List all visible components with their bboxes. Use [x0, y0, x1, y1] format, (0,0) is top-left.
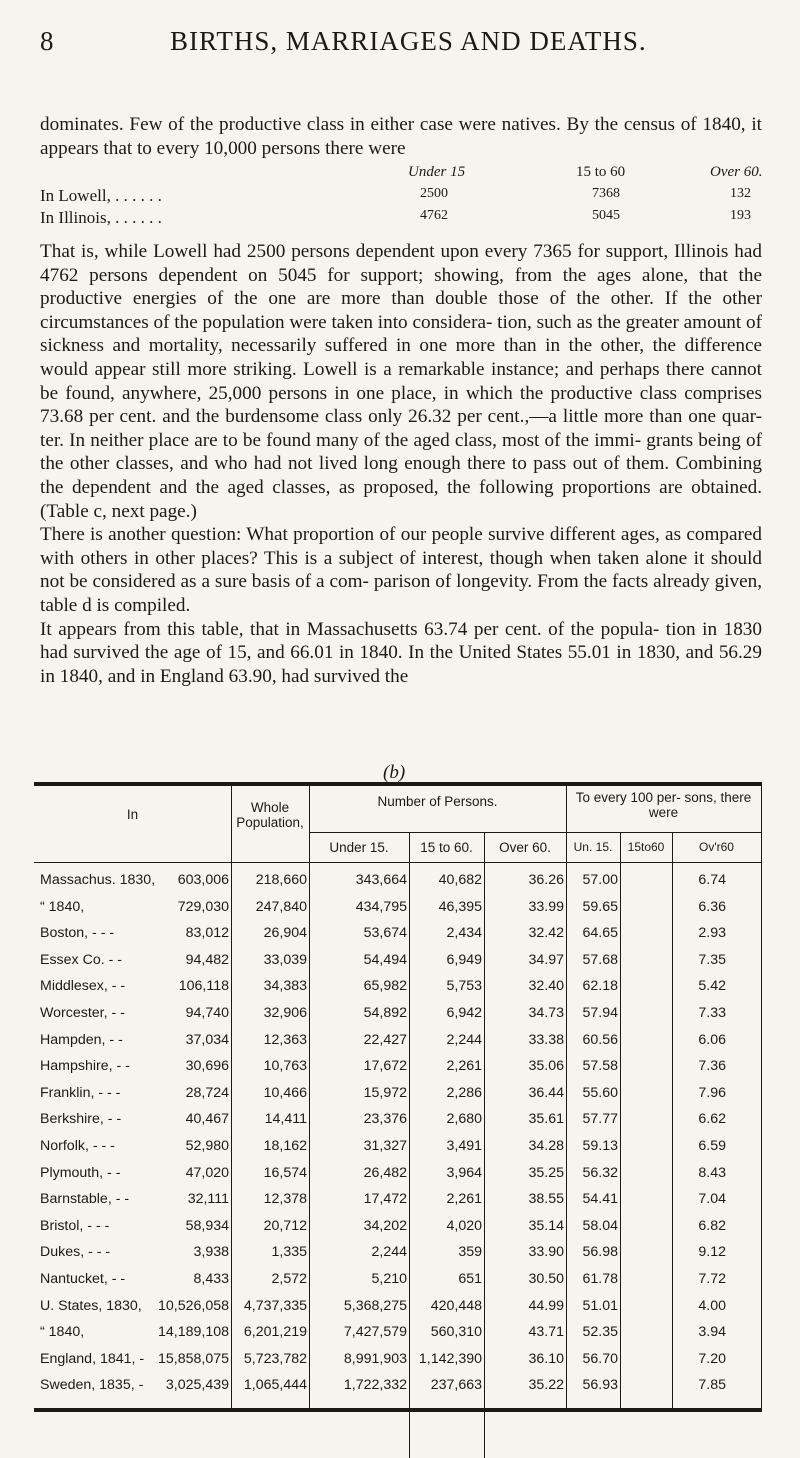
- cell-under-15: 12,378: [263, 1191, 307, 1208]
- column-header-under-15: Under 15.: [329, 840, 389, 855]
- cell-under-15: 4,737,335: [243, 1297, 307, 1314]
- cell-15-to-60: 343,664: [355, 872, 407, 888]
- cell-under-15: 16,574: [263, 1164, 307, 1181]
- cell-15-to-60: 54,494: [363, 951, 407, 968]
- cell-under-15: 5,723,782: [243, 1350, 307, 1367]
- cell-pct-15-to-60: 57.58: [582, 1058, 618, 1075]
- cell-15-to-60: 2,244: [371, 1244, 407, 1261]
- cell-pct-15-to-60: 56.70: [582, 1350, 618, 1367]
- cell-15-to-60: 53,674: [363, 925, 407, 942]
- cell-under-15: 32,906: [263, 1005, 307, 1021]
- column-group-per-hundred: To every 100 per- sons, there were: [575, 790, 752, 820]
- cell-pct-15-to-60: 51.01: [582, 1297, 618, 1314]
- cell-15-to-60: 22,427: [363, 1031, 407, 1048]
- row-label: Essex Co. - -: [40, 951, 122, 968]
- row-label: Nantucket, - -: [40, 1271, 126, 1287]
- cell-over-60: 651: [458, 1271, 482, 1287]
- cell-15-to-60: 17,672: [363, 1058, 407, 1075]
- cell-pct-over-60: 6.36: [698, 898, 726, 915]
- cell-pct-under-15: 34.73: [528, 1005, 564, 1021]
- age-header-under-15: Under 15: [408, 164, 466, 180]
- cell-pct-15-to-60: 57.77: [582, 1111, 618, 1128]
- table-label: (b): [383, 762, 406, 783]
- cell-15-to-60: 54,892: [363, 1005, 407, 1021]
- cell-pct-over-60: 8.43: [698, 1164, 726, 1181]
- row-label: Barnstable, - -: [40, 1191, 130, 1208]
- cell-15-to-60: 26,482: [363, 1164, 407, 1181]
- cell-15-to-60: 434,795: [355, 898, 407, 915]
- cell-15-to-60: 5,210: [371, 1271, 407, 1287]
- cell-pct-over-60: 7.04: [698, 1191, 726, 1208]
- cell-over-60: 237,663: [430, 1377, 482, 1394]
- cell-over-60: 3,964: [446, 1164, 482, 1181]
- cell-pct-under-15: 32.40: [528, 978, 564, 995]
- table-rule: [672, 832, 673, 1408]
- row-label: Plymouth, - -: [40, 1164, 121, 1181]
- body-text: [40, 240, 762, 688]
- row-label: Sweden, 1835, -: [40, 1377, 144, 1394]
- cell-under-15: 1,335: [271, 1244, 307, 1261]
- cell-pct-over-60: 7.20: [698, 1350, 726, 1367]
- cell-under-15: 14,411: [264, 1111, 307, 1128]
- table-b: [34, 782, 764, 1414]
- cell-pct-15-to-60: 64.65: [582, 925, 618, 942]
- cell-pct-under-15: 38.55: [528, 1191, 564, 1208]
- cell-15-to-60: 17,472: [363, 1191, 407, 1208]
- row-label: Worcester, - -: [40, 1005, 125, 1021]
- cell-pct-15-to-60: 58.04: [582, 1217, 618, 1234]
- age-table-row-illinois: [40, 208, 762, 230]
- cell-15-to-60: 5,368,275: [343, 1297, 407, 1314]
- cell-over-60: 2,261: [446, 1191, 482, 1208]
- row-label: Berkshire, - -: [40, 1111, 122, 1128]
- value-15-to-60: 5045: [592, 208, 620, 223]
- cell-whole-population: 106,118: [178, 978, 229, 995]
- column-header-pct-over-60: Ov'r60: [699, 840, 734, 854]
- cell-whole-population: 8,433: [193, 1271, 229, 1287]
- cell-under-15: 20,712: [263, 1217, 307, 1234]
- row-label: Hampden, - -: [40, 1031, 123, 1048]
- cell-over-60: 420,448: [430, 1297, 482, 1314]
- cell-pct-15-to-60: 52.35: [582, 1324, 618, 1341]
- cell-15-to-60: 34,202: [363, 1217, 407, 1234]
- cell-pct-over-60: 2.93: [698, 925, 726, 942]
- cell-whole-population: 94,482: [185, 951, 229, 968]
- cell-pct-under-15: 36.26: [528, 872, 564, 888]
- table-rule: [761, 784, 762, 1410]
- cell-pct-over-60: 6.62: [698, 1111, 726, 1128]
- cell-whole-population: 37,034: [185, 1031, 229, 1048]
- cell-over-60: 3,491: [446, 1138, 482, 1154]
- cell-pct-under-15: 35.14: [528, 1217, 564, 1234]
- row-label: England, 1841, -: [40, 1350, 145, 1367]
- cell-under-15: 6,201,219: [243, 1324, 307, 1341]
- table-rule: [620, 832, 621, 1408]
- cell-over-60: 2,286: [446, 1084, 482, 1101]
- body-paragraph: There is another question: What proportion of our people survive different ages, as compared with others in other places? This is a subject of interest, though when taken alone it should not be considered as a sure basis of a com- parison of longevity. From the facts already given, table d is compiled.: [40, 524, 762, 616]
- cell-whole-population: 10,526,058: [157, 1297, 229, 1314]
- cell-pct-15-to-60: 57.00: [582, 872, 618, 888]
- cell-pct-15-to-60: 55.60: [582, 1084, 618, 1101]
- cell-pct-15-to-60: 57.94: [582, 1005, 618, 1021]
- cell-pct-over-60: 4.00: [698, 1297, 726, 1314]
- age-header-15-to-60: 15 to 60: [576, 164, 626, 180]
- cell-15-to-60: 23,376: [363, 1111, 407, 1128]
- cell-whole-population: 15,858,075: [157, 1350, 229, 1367]
- cell-15-to-60: 1,722,332: [343, 1377, 407, 1394]
- cell-pct-15-to-60: 54.41: [582, 1191, 618, 1208]
- cell-pct-under-15: 34.28: [528, 1138, 564, 1154]
- row-label: Hampshire, - -: [40, 1058, 130, 1075]
- column-header-15-to-60: 15 to 60.: [420, 840, 473, 855]
- table-rule: [309, 832, 761, 833]
- cell-15-to-60: 65,982: [363, 978, 407, 995]
- value-over-60: 132: [730, 186, 751, 201]
- cell-15-to-60: 8,991,903: [343, 1350, 407, 1367]
- cell-over-60: 2,261: [446, 1058, 482, 1075]
- cell-whole-population: 3,025,439: [165, 1377, 229, 1394]
- cell-pct-15-to-60: 59.65: [582, 898, 618, 915]
- cell-over-60: 359: [458, 1244, 482, 1261]
- cell-pct-over-60: 9.12: [698, 1244, 726, 1261]
- cell-over-60: 5,753: [446, 978, 482, 995]
- cell-pct-over-60: 6.06: [698, 1031, 726, 1048]
- cell-whole-population: 32,111: [187, 1191, 229, 1208]
- cell-pct-over-60: 3.94: [698, 1324, 726, 1341]
- page-number: 8: [40, 26, 54, 56]
- page-header: [40, 26, 760, 66]
- row-label: Middlesex, - -: [40, 978, 126, 995]
- cell-pct-under-15: 35.06: [528, 1058, 564, 1075]
- row-label: In Illinois, . . . . . .: [40, 208, 162, 227]
- cell-pct-15-to-60: 60.56: [582, 1031, 618, 1048]
- table-rule: [34, 862, 761, 863]
- cell-over-60: 40,682: [438, 872, 482, 888]
- cell-whole-population: 94,740: [185, 1005, 229, 1021]
- cell-over-60: 560,310: [430, 1324, 482, 1341]
- cell-whole-population: 52,980: [185, 1138, 229, 1154]
- column-header-whole-population: Whole Population,: [236, 800, 304, 830]
- cell-whole-population: 3,938: [193, 1244, 229, 1261]
- row-label: Dukes, - - -: [40, 1244, 111, 1261]
- cell-under-15: 218,660: [255, 872, 307, 888]
- cell-pct-under-15: 33.99: [528, 898, 564, 915]
- cell-over-60: 2,244: [446, 1031, 482, 1048]
- cell-under-15: 2,572: [271, 1271, 307, 1287]
- cell-over-60: 2,434: [446, 925, 482, 942]
- cell-pct-under-15: 35.25: [528, 1164, 564, 1181]
- cell-pct-under-15: 30.50: [528, 1271, 564, 1287]
- cell-pct-under-15: 35.61: [528, 1111, 564, 1128]
- cell-whole-population: 83,012: [185, 925, 229, 942]
- cell-over-60: 4,020: [446, 1217, 482, 1234]
- cell-over-60: 2,680: [446, 1111, 482, 1128]
- cell-under-15: 12,363: [263, 1031, 307, 1048]
- cell-pct-under-15: 36.44: [528, 1084, 564, 1101]
- cell-pct-under-15: 36.10: [528, 1350, 564, 1367]
- cell-under-15: 34,383: [263, 978, 307, 995]
- cell-15-to-60: 31,327: [363, 1138, 407, 1154]
- cell-under-15: 10,466: [263, 1084, 307, 1101]
- cell-over-60: 1,142,390: [418, 1350, 482, 1367]
- cell-pct-over-60: 7.85: [698, 1377, 726, 1394]
- row-label: “ 1840,: [40, 898, 85, 915]
- column-header-in: In: [126, 807, 139, 822]
- value-over-60: 193: [730, 208, 751, 223]
- cell-pct-over-60: 6.82: [698, 1217, 726, 1234]
- cell-under-15: 26,904: [263, 925, 307, 942]
- cell-whole-population: 47,020: [185, 1164, 229, 1181]
- cell-pct-15-to-60: 59.13: [582, 1138, 618, 1154]
- row-label: Franklin, - - -: [40, 1084, 121, 1101]
- cell-under-15: 247,840: [255, 898, 307, 915]
- cell-pct-under-15: 33.90: [528, 1244, 564, 1261]
- cell-pct-15-to-60: 57.68: [582, 951, 618, 968]
- age-header-over-60: Over 60.: [710, 164, 763, 180]
- cell-15-to-60: 7,427,579: [343, 1324, 407, 1341]
- cell-pct-over-60: 7.72: [698, 1271, 726, 1287]
- cell-pct-over-60: 5.42: [698, 978, 726, 995]
- cell-pct-over-60: 6.59: [698, 1138, 726, 1154]
- row-label: Boston, - - -: [40, 925, 115, 942]
- table-rule: [484, 832, 485, 1458]
- column-header-pct-15-to-60: 15to60: [627, 840, 665, 854]
- cell-whole-population: 40,467: [185, 1111, 229, 1128]
- cell-under-15: 10,763: [263, 1058, 307, 1075]
- cell-under-15: 1,065,444: [243, 1377, 307, 1394]
- cell-under-15: 18,162: [263, 1138, 307, 1154]
- row-label: In Lowell, . . . . . .: [40, 186, 162, 205]
- row-label: Norfolk, - - -: [40, 1138, 115, 1154]
- cell-whole-population: 14,189,108: [157, 1324, 229, 1341]
- cell-pct-under-15: 34.97: [528, 951, 564, 968]
- cell-pct-15-to-60: 61.78: [582, 1271, 618, 1287]
- cell-over-60: 46,395: [438, 898, 482, 915]
- intro-paragraph: dominates. Few of the productive class in either case were natives. By the census of 1840, it appears that to every 10,000 persons there were: [40, 114, 762, 159]
- cell-pct-15-to-60: 62.18: [582, 978, 618, 995]
- cell-pct-15-to-60: 56.93: [582, 1377, 618, 1394]
- cell-pct-over-60: 7.36: [698, 1058, 726, 1075]
- row-label: U. States, 1830,: [40, 1297, 142, 1314]
- cell-pct-over-60: 6.74: [698, 872, 726, 888]
- column-group-number-of-persons: Number of Persons.: [377, 794, 498, 809]
- cell-whole-population: 729,030: [177, 898, 229, 915]
- cell-pct-under-15: 35.22: [528, 1377, 564, 1394]
- table-rule: [566, 784, 567, 1410]
- cell-whole-population: 30,696: [185, 1058, 229, 1075]
- value-under-15: 2500: [420, 186, 448, 201]
- row-label: Bristol, - - -: [40, 1217, 110, 1234]
- cell-pct-under-15: 43.71: [528, 1324, 564, 1341]
- cell-pct-over-60: 7.96: [698, 1084, 726, 1101]
- cell-whole-population: 58,934: [185, 1217, 229, 1234]
- value-15-to-60: 7368: [592, 186, 620, 201]
- age-table-header: [40, 164, 762, 186]
- cell-pct-under-15: 33.38: [528, 1031, 564, 1048]
- value-under-15: 4762: [420, 208, 448, 223]
- cell-pct-under-15: 32.42: [528, 925, 564, 942]
- cell-over-60: 6,949: [446, 951, 482, 968]
- age-table-row-lowell: [40, 186, 762, 208]
- body-paragraph: It appears from this table, that in Massachusetts 63.74 per cent. of the popula- tion in 1830 had survived the age of 15, and 66.01 in 1840. In the United States 55.01 in 1830, and 56.29 in 1840, and in England 63.90, had survived the: [40, 618, 762, 687]
- cell-pct-over-60: 7.33: [698, 1005, 726, 1021]
- cell-under-15: 33,039: [263, 951, 307, 968]
- cell-pct-15-to-60: 56.98: [582, 1244, 618, 1261]
- row-label: Massachus. 1830,: [40, 872, 156, 888]
- row-label: “ 1840,: [40, 1324, 85, 1341]
- cell-over-60: 6,942: [446, 1005, 482, 1021]
- column-header-over-60: Over 60.: [499, 840, 551, 855]
- cell-15-to-60: 15,972: [363, 1084, 407, 1101]
- cell-whole-population: 603,006: [177, 872, 229, 888]
- column-header-pct-under-15: Un. 15.: [573, 840, 613, 854]
- cell-whole-population: 28,724: [185, 1084, 229, 1101]
- body-paragraph: That is, while Lowell had 2500 persons dependent upon every 7365 for support, Illinois had 4762 persons dependent on 5045 for support; showing, from the ages alone, that the productive energies of the one are more than double those of the other. If the other circumstances of the population were taken into considera- tion, such as the greater amount of sickness and mortality, necessarily suffered in one more than in the other, the difference would appear still more striking. Lowell is a remarkable instance; and perhaps there cannot be found, anywhere, 25,000 persons in one place, in which the productive class comprises 73.68 per cent. and the burdensome class only 26.32 per cent.,—a little more than one quar- ter. In neither place are to be found many of the aged class, most of the immi- grants being of the other classes, and who had not lived long enough there to pass out of them. Combining the dependent and the aged classes, as proposed, the following proportions are obtained. (Table c, next page.): [40, 241, 762, 522]
- cell-pct-15-to-60: 56.32: [582, 1164, 618, 1181]
- running-title: BIRTHS, MARRIAGES AND DEATHS.: [170, 26, 647, 56]
- cell-pct-over-60: 7.35: [698, 951, 726, 968]
- cell-pct-under-15: 44.99: [528, 1297, 564, 1314]
